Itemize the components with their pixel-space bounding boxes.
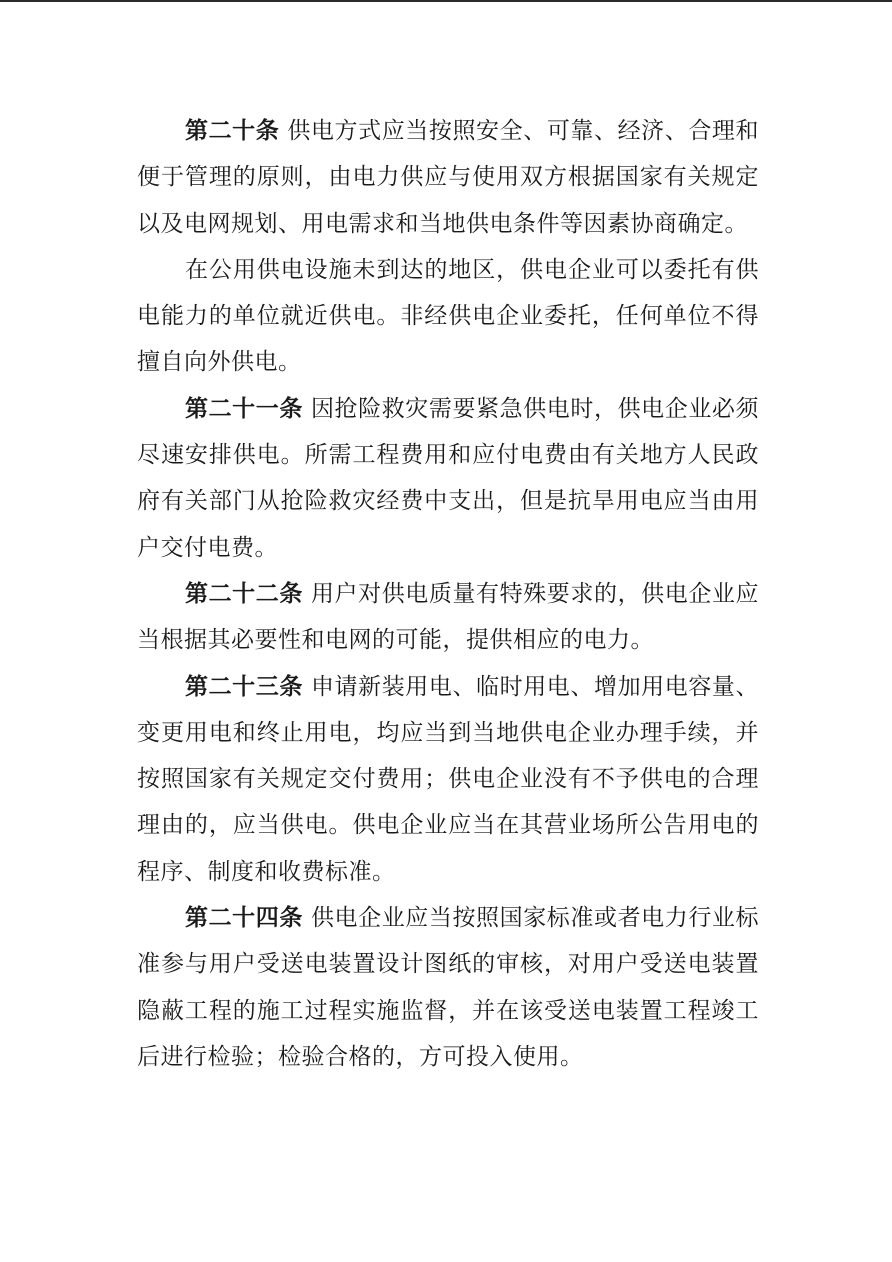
article-24-heading: 第二十四条 [185, 904, 303, 932]
article-24-text: 供电企业应当按照国家标准或者电力行业标准参与用户受送电装置设计图纸的审核，对用户受送电装置隐蔽工程的施工过程实施监督，并在该受送电装置工程竣工后进行检验；检验合格的，方可投入使用。 [137, 905, 760, 1070]
article-21-heading: 第二十一条 [185, 394, 303, 422]
article-20-paragraph [137, 108, 759, 247]
article-22-paragraph [137, 571, 759, 664]
document-page [137, 108, 759, 1080]
article-20-second-text: 在公用供电设施未到达的地区，供电企业可以委托有供电能力的单位就近供电。非经供电企业委托，任何单位不得擅自向外供电。 [137, 256, 759, 376]
article-20-text: 供电方式应当按照安全、可靠、经济、合理和便于管理的原则，由电力供应与使用双方根据国家有关规定以及电网规划、用电需求和当地供电条件等因素协商确定。 [137, 118, 760, 237]
article-24-paragraph [137, 895, 759, 1080]
article-21-paragraph [137, 386, 759, 571]
article-22-heading: 第二十二条 [185, 579, 303, 607]
article-21-text: 因抢险救灾需要紧急供电时，供电企业必须尽速安排供电。所需工程费用和应付电费由有关地方人民政府有关部门从抢险救灾经费中支出，但是抗旱用电应当由用户交付电费。 [137, 395, 760, 561]
article-23-text: 申请新装用电、临时用电、增加用电容量、变更用电和终止用电，均应当到当地供电企业办理手续，并按照国家有关规定交付费用；供电企业没有不予供电的合理理由的，应当供电。供电企业应当在其营业场所公告用电的程序、制度和收费标准。 [137, 673, 760, 885]
article-20-heading: 第二十条 [185, 117, 280, 144]
article-23-paragraph [137, 664, 759, 895]
article-22-text: 用户对供电质量有特殊要求的，供电企业应当根据其必要性和电网的可能，提供相应的电力。 [137, 580, 760, 654]
article-23-heading: 第二十三条 [185, 672, 303, 700]
page-top-border [0, 0, 892, 2]
article-20-second-paragraph [137, 247, 759, 386]
